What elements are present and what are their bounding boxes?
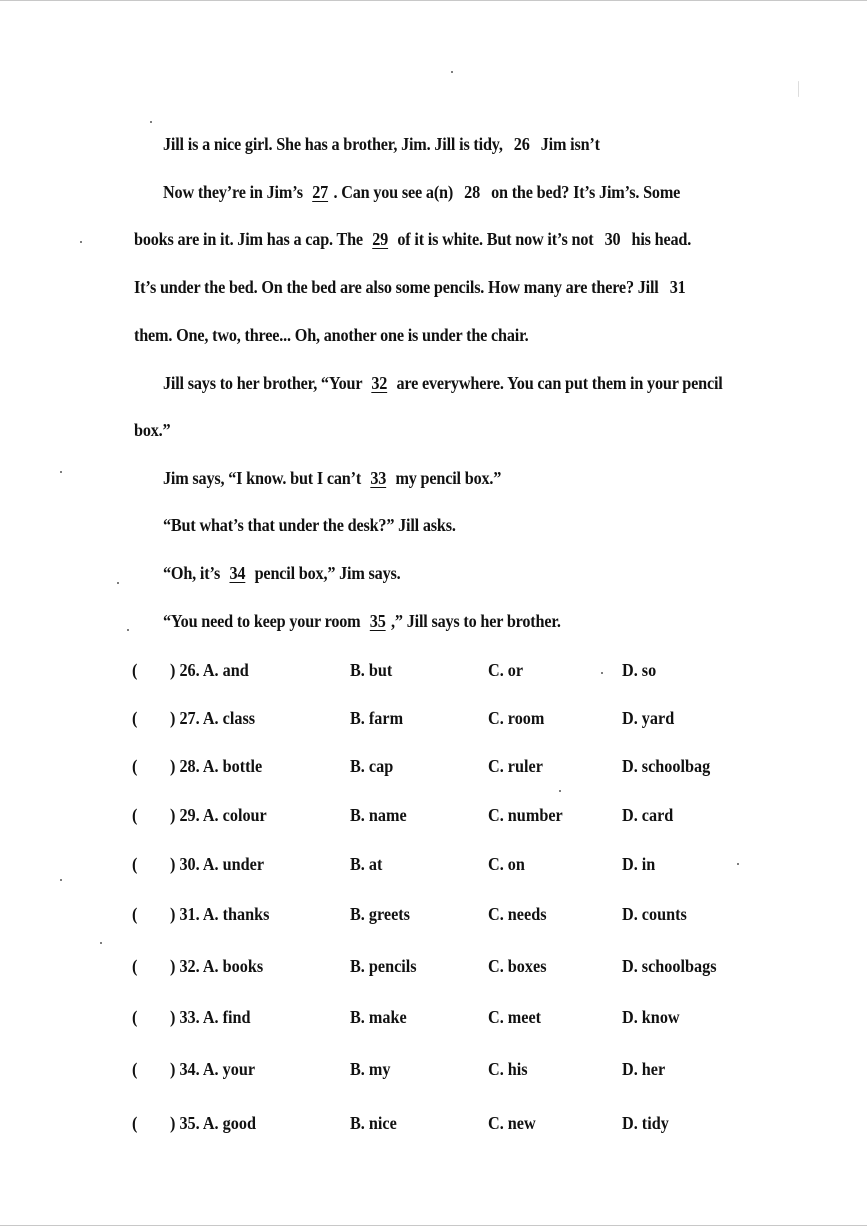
option-c: C. room: [488, 708, 545, 728]
scan-speck: [127, 629, 129, 631]
option-d: D. her: [622, 1059, 666, 1079]
passage-line-4: [134, 277, 693, 298]
option-d: D. in: [622, 854, 656, 874]
option-d: D. card: [622, 805, 674, 825]
option-a: ) 33. A. find: [170, 1007, 251, 1027]
passage-line-11: [163, 611, 561, 632]
option-b: B. my: [350, 1059, 391, 1079]
option-a: ) 29. A. colour: [170, 805, 267, 825]
passage-text: . Can you see a(n): [333, 182, 454, 202]
option-c: C. his: [488, 1059, 528, 1079]
passage-line-3: [134, 229, 691, 250]
option-a: ) 34. A. your: [170, 1059, 256, 1079]
scan-speck: [100, 942, 102, 944]
option-a: ) 32. A. books: [170, 956, 264, 976]
option-d: D. so: [622, 660, 657, 680]
scan-speck: [117, 582, 119, 584]
blank-30: 30: [604, 229, 621, 249]
passage-text: of it is white. But now it’s not: [397, 229, 594, 249]
scan-speck: [601, 672, 603, 674]
option-b: B. nice: [350, 1113, 397, 1133]
option-b: B. make: [350, 1007, 407, 1027]
blank-27: 27: [312, 182, 329, 202]
passage-text: Jill is a nice girl. She has a brother, Jim. Jill is tidy,: [163, 134, 503, 154]
scan-speck: [150, 121, 152, 123]
blank-32: 32: [371, 373, 388, 393]
option-d: D. know: [622, 1007, 680, 1027]
passage-text: them. One, two, three... Oh, another one is under the chair.: [134, 325, 529, 345]
passage-text: Jim says, “I know. but I can’t: [163, 468, 362, 488]
blank-26: 26: [513, 134, 530, 154]
passage-text: Jill says to her brother, “Your: [163, 373, 363, 393]
answer-paren[interactable]: (: [132, 660, 138, 680]
passage-text: are everywhere. You can put them in your pencil: [396, 373, 723, 393]
answer-paren[interactable]: (: [132, 708, 138, 728]
answer-paren[interactable]: (: [132, 1007, 138, 1027]
passage-text: ,” Jill says to her brother.: [391, 611, 561, 631]
scan-speck: [451, 71, 453, 73]
answer-paren[interactable]: (: [132, 1113, 138, 1133]
passage-line-7: [134, 420, 170, 441]
passage-text: my pencil box.”: [395, 468, 502, 488]
passage-line-8: [163, 468, 501, 489]
option-b: B. cap: [350, 756, 394, 776]
option-d: D. counts: [622, 904, 687, 924]
passage-line-2: [163, 182, 680, 203]
blank-35: 35: [369, 611, 386, 631]
option-c: C. boxes: [488, 956, 547, 976]
passage-line-1: [163, 134, 600, 155]
option-c: C. number: [488, 805, 563, 825]
scan-speck: [60, 471, 62, 473]
blank-34: 34: [229, 563, 246, 583]
blank-29: 29: [372, 229, 389, 249]
scan-speck: [80, 241, 82, 243]
option-b: B. name: [350, 805, 407, 825]
passage-text: box.”: [134, 420, 171, 440]
passage-text: It’s under the bed. On the bed are also some pencils. How many are there? Jill: [134, 277, 659, 297]
option-a: ) 26. A. and: [170, 660, 249, 680]
option-c: C. ruler: [488, 756, 543, 776]
scan-speck: [60, 879, 62, 881]
option-c: C. meet: [488, 1007, 542, 1027]
passage-line-9: [163, 515, 456, 536]
blank-31: 31: [669, 277, 686, 297]
passage-text: his head.: [631, 229, 692, 249]
option-b: B. greets: [350, 904, 410, 924]
scan-speck: [737, 863, 739, 865]
passage-text: “Oh, it’s: [163, 563, 221, 583]
option-a: ) 28. A. bottle: [170, 756, 263, 776]
answer-paren[interactable]: (: [132, 854, 138, 874]
answer-paren[interactable]: (: [132, 1059, 138, 1079]
option-c: C. new: [488, 1113, 536, 1133]
answer-paren[interactable]: (: [132, 756, 138, 776]
passage-text: “But what’s that under the desk?” Jill asks.: [163, 515, 456, 535]
option-b: B. pencils: [350, 956, 417, 976]
option-b: B. at: [350, 854, 383, 874]
option-c: C. on: [488, 854, 525, 874]
option-d: D. schoolbags: [622, 956, 717, 976]
option-b: B. farm: [350, 708, 404, 728]
option-c: C. needs: [488, 904, 547, 924]
answer-paren[interactable]: (: [132, 956, 138, 976]
passage-text: books are in it. Jim has a cap. The: [134, 229, 363, 249]
option-c: C. or: [488, 660, 524, 680]
answer-paren[interactable]: (: [132, 904, 138, 924]
answer-paren[interactable]: (: [132, 805, 138, 825]
blank-33: 33: [370, 468, 387, 488]
option-d: D. tidy: [622, 1113, 669, 1133]
passage-text: pencil box,” Jim says.: [254, 563, 401, 583]
passage-text: Now they’re in Jim’s: [163, 182, 303, 202]
passage-line-6: [163, 373, 723, 394]
option-b: B. but: [350, 660, 393, 680]
passage-text: on the bed? It’s Jim’s. Some: [491, 182, 681, 202]
option-a: ) 35. A. good: [170, 1113, 256, 1133]
blank-28: 28: [464, 182, 481, 202]
option-a: ) 30. A. under: [170, 854, 265, 874]
passage-text: “You need to keep your room: [163, 611, 361, 631]
option-a: ) 31. A. thanks: [170, 904, 270, 924]
option-d: D. yard: [622, 708, 675, 728]
option-a: ) 27. A. class: [170, 708, 256, 728]
scan-speck: [559, 790, 561, 792]
scan-mark: [798, 81, 799, 97]
passage-text: Jim isn’t: [540, 134, 600, 154]
passage-line-5: [134, 325, 529, 346]
passage-line-10: [163, 563, 401, 584]
option-d: D. schoolbag: [622, 756, 711, 776]
